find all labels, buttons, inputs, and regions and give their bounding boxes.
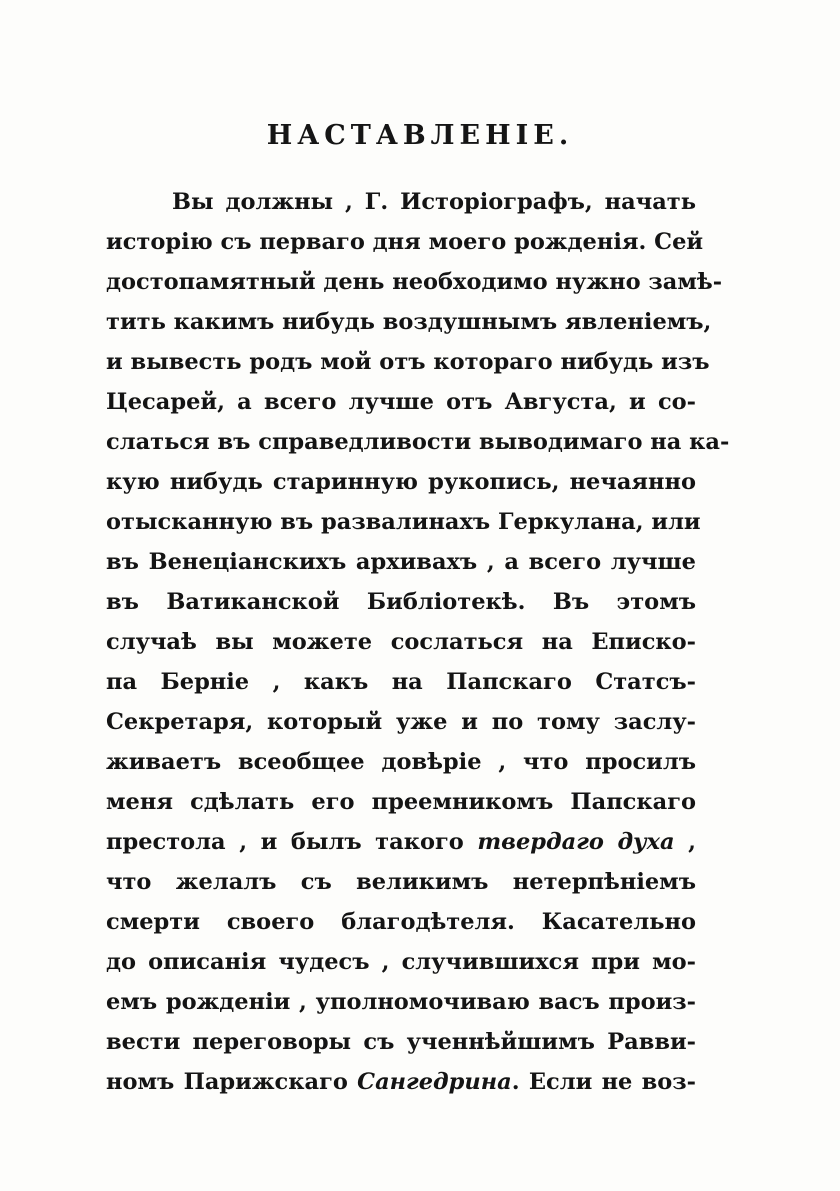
text-line: случаѣ вы можете сослаться на Еписко-: [106, 629, 696, 655]
text-segment: престола , и былъ такого: [106, 829, 478, 855]
text-line: смерти своего благодѣтеля. Касательно: [106, 909, 696, 935]
text-line: что желалъ съ великимъ нетерпѣніемъ: [106, 869, 696, 895]
text-line: достопамятный день необходимо нужно замѣ-: [106, 269, 723, 295]
italic-phrase: Сангедрина: [357, 1069, 512, 1095]
text-line: слаться въ справедливости выводимаго на ка-: [106, 429, 730, 455]
text-line: въ Венеціанскихъ архивахъ , а всего лучше: [106, 549, 696, 575]
text-line: Цесарей, а всего лучше отъ Августа, и со-: [106, 389, 696, 415]
text-segment: Если не воз-: [528, 1069, 696, 1095]
text-line: тить какимъ нибудь воздушнымъ явленіемъ,: [106, 309, 712, 335]
text-line: емъ рожденіи , уполномочиваю васъ произ-: [106, 989, 696, 1015]
text-line: кую нибудь старинную рукопись, нечаянно: [106, 469, 696, 495]
text-line: меня сдѣлать его преемникомъ Папскаго: [106, 789, 696, 815]
text-segment: номъ Парижскаго: [106, 1069, 358, 1095]
text-line-mixed: [106, 1062, 696, 1102]
text-segment: .: [511, 1069, 529, 1095]
text-line: исторію съ перваго дня моего рожденія. Сей: [106, 229, 704, 255]
text-line: па Берніе , какъ на Папскаго Статсъ-: [106, 669, 696, 695]
text-line: Вы должны , Г. Исторіографъ, начать: [172, 189, 696, 215]
text-line: въ Ватиканской Библіотекѣ. Въ этомъ: [106, 589, 696, 615]
text-line: отысканную въ развалинахъ Геркулана, или: [106, 509, 701, 535]
text-line: живаетъ всеобщее довѣріе , что просилъ: [106, 749, 696, 775]
page-title: НАСТАВЛЕНІЕ.: [266, 120, 574, 151]
text-line: до описанія чудесъ , случившихся при мо-: [106, 949, 696, 975]
text-line: и вывесть родъ мой отъ котораго нибудь изъ: [106, 349, 710, 375]
text-line: Секретаря, который уже и по тому заслу-: [106, 709, 696, 735]
body-text: [106, 182, 730, 1102]
text-line-mixed: [106, 822, 696, 862]
text-line: вести переговоры съ ученнѣйшимъ Равви-: [106, 1029, 696, 1055]
italic-phrase: твердаго духа: [477, 829, 675, 855]
text-segment: ,: [674, 829, 697, 855]
